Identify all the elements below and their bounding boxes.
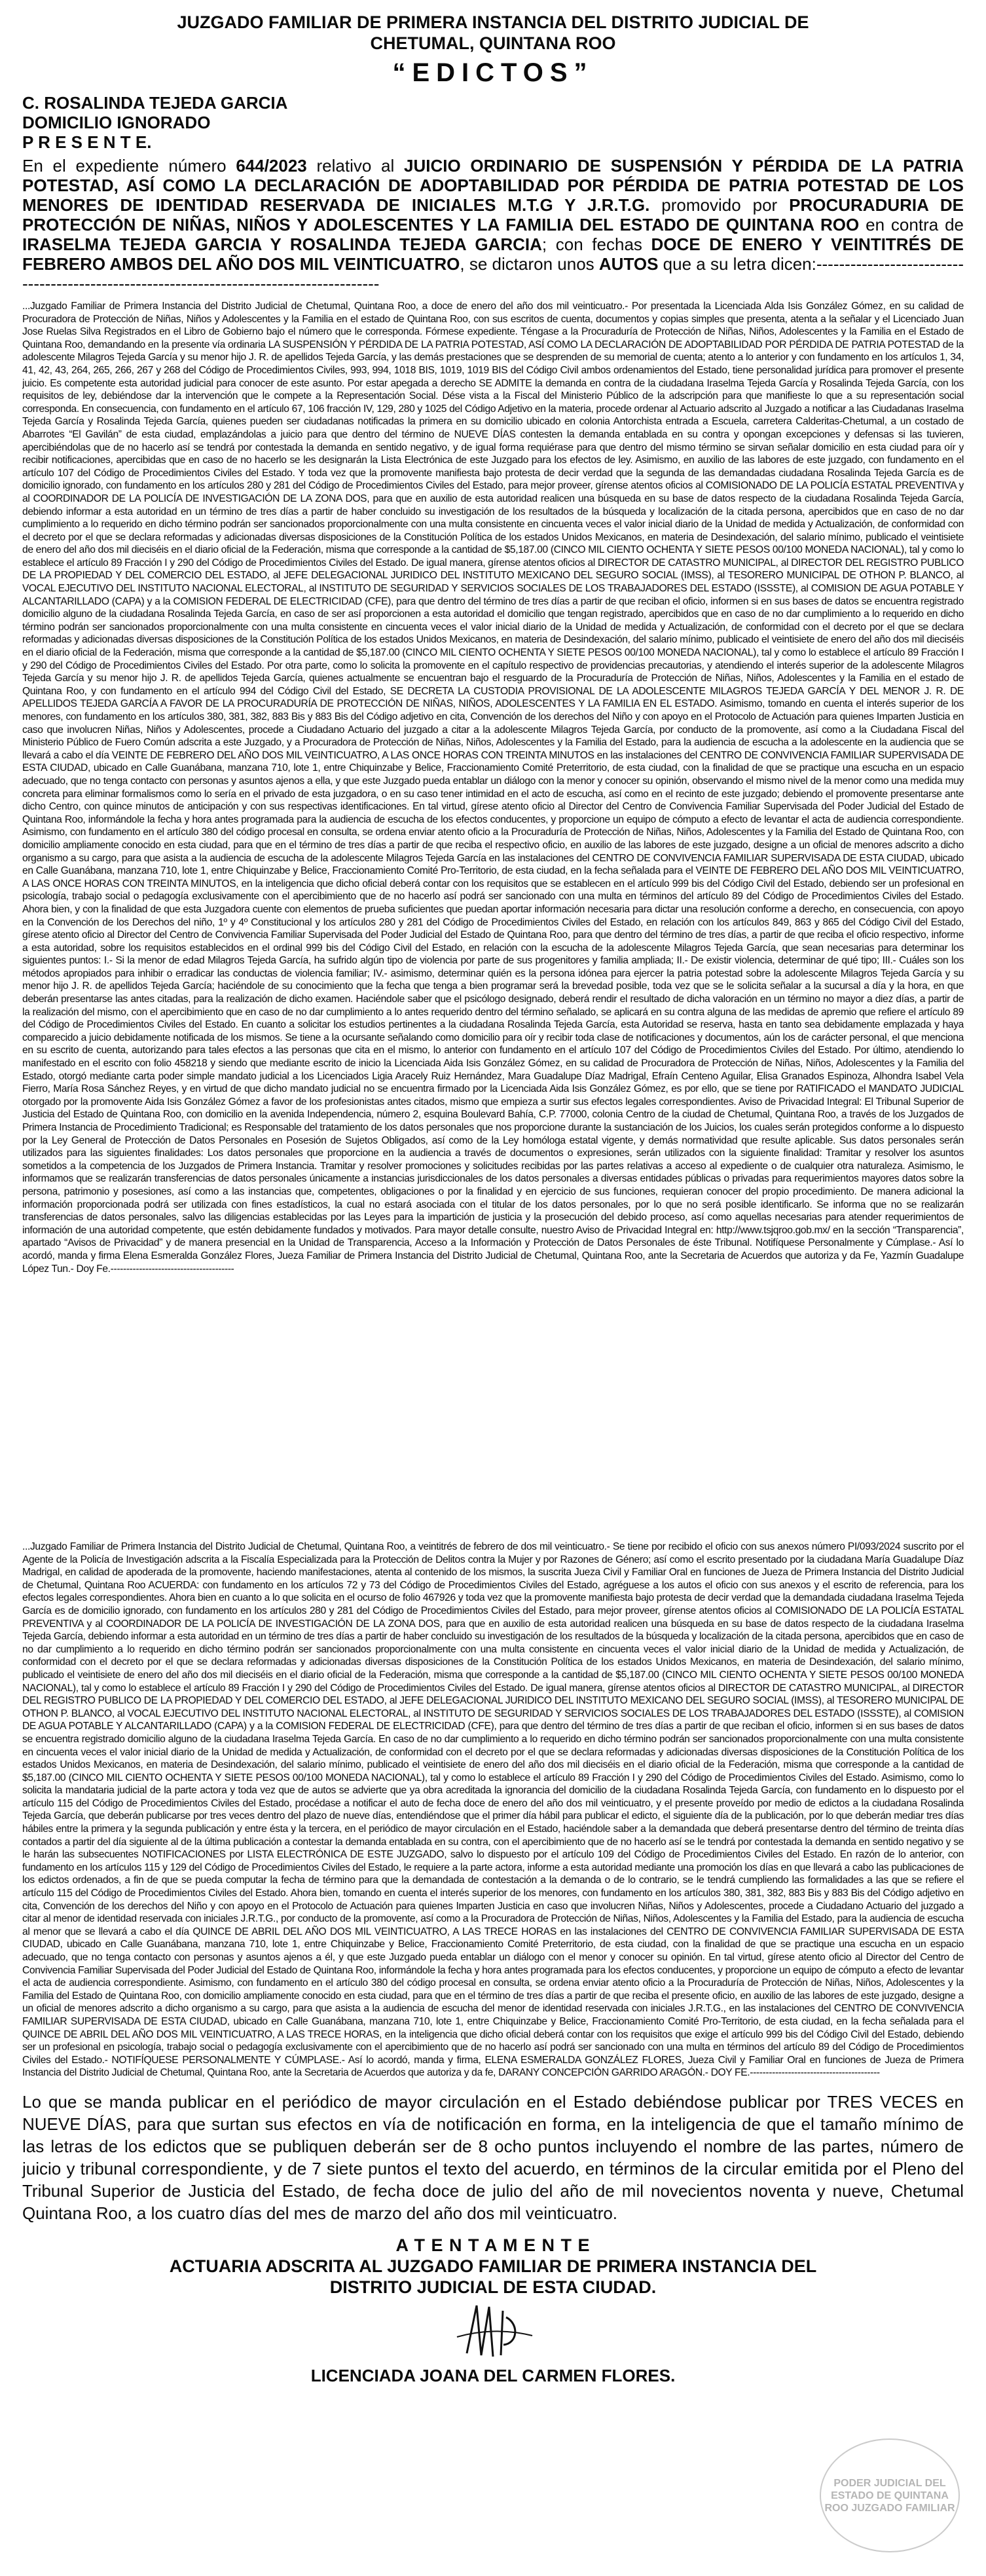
signer-role-line1: ACTUARIA ADSCRITA AL JUZGADO FAMILIAR DE PRIMERA INSTANCIA DEL	[169, 2256, 817, 2276]
intro-text: relativo al	[306, 156, 404, 176]
autos-label: AUTOS	[598, 254, 659, 274]
ruling-february: ...Juzgado Familiar de Primera Instancia del Distrito Judicial de Chetumal, Quintana Roo, a veintitrés de febrero de dos mil veinticuatro.- Se tiene por recibido el oficio con sus anexos número PI/093/2024 suscrito por el Agente de la Policía de Investigación adscrita a la Fiscalía Especializada para la Protección de Delitos contra la Mujer y por Razones de Género; así como el escrito presentado por la ciudadana María Guadalupe Díaz Madrigal, en calidad de apoderada de la promovente, haciendo manifestaciones, atenta al contenido de los mismos, la suscrita Jueza Civil y Familiar Oral en funciones de Jueza de Primera Instancia del Distrito Judicial de Chetumal, Quintana Roo ACUERDA: con fundamento en los artículos 72 y 73 del Código de Procedimientos Civiles del Estado, agréguese a los autos el oficio con sus anexos y el escrito de referencia, para los efectos legales correspondientes. Ahora bien en cuanto a lo que solicita en el ocurso de folio 467926 y toda vez que la promovente manifiesta bajo protesta de decir verdad que la demandada ciudadana Iraselma Tejeda García es de domicilio ignorado, con fundamento en los artículos 280 y 281 del Código de Procedimientos Civiles del Estado, para mejor proveer, gírense atentos oficios al COMISIONADO DE LA POLICÍA ESTATAL PREVENTIVA y al COORDINADOR DE LA POLICÍA DE INVESTIGACIÓN DE LA ZONA DOS, para que en auxilio de esta autoridad realicen una búsqueda en su base de datos respecto de la ciudadana Iraselma Tejeda García, debiendo informar a esta autoridad en un término de tres días a partir de haber concluido su investigación de los resultados de la búsqueda y localización de la citada persona, apercibidos que en caso de no dar cumplimiento a lo requerido en dicho término podrán ser sancionados proporcionalmente con una multa consistente en cincuenta veces el valor inicial diario de la Unidad de medida y Actualización, de conformidad con el decreto por el que se declara reformadas y adicionadas diversas disposiciones de la Constitución Política de los estados Unidos Mexicanos, en materia de Desindexación, del salario mínimo, publicado el veintisiete de enero del año dos mil dieciséis en el diario oficial de la Federación, misma que corresponde a la cantidad de $5,187.00 (CINCO MIL CIENTO OCHENTA Y SIETE PESOS 00/100 MONEDA NACIONAL), tal y como lo establece el artículo 89 Fracción I y 290 del Código de Procedimientos Civiles del Estado. De igual manera, gírense atentos oficios al DIRECTOR DE CATASTRO MUNICIPAL, al DIRECTOR DEL REGISTRO PUBLICO DE LA PROPIEDAD Y DEL COMERCIO DEL ESTADO, al JEFE DELEGACIONAL JURIDICO DEL INSTITUTO MEXICANO DEL SEGURO SOCIAL (IMSS), al TESORERO MUNICIPAL DE OTHON P. BLANCO, al VOCAL EJECUTIVO DEL INSTITUTO NACIONAL ELECTORAL, al INSTITUTO DE SEGURIDAD Y SERVICIOS SOCIALES DE LOS TRABAJADORES DEL ESTADO (ISSSTE), al COMISION DE AGUA POTABLE Y ALCANTARILLADO (CAPA) y a la COMISION FEDERAL DE ELECTRICIDAD (CFE), para que dentro del término de tres días a partir de que reciban el oficio, informen si en sus bases de datos se encuentra registrado domicilio alguno de la ciudadana Iraselma Tejeda García. En caso de no dar cumplimiento a lo requerido en dicho término podrán ser sancionados proporcionalmente con una multa consistente en cincuenta veces el valor inicial diario de la Unidad de medida y Actualización, de conformidad con el decreto por el que se declara reformadas y adicionadas diversas disposiciones de la Constitución Política de los estados Unidos Mexicanos, en materia de Desindexación, del salario mínimo, publicado el veintisiete de enero del año dos mil dieciséis en el diario oficial de la Federación, misma que corresponde a la cantidad de $5,187.00 (CINCO MIL CIENTO OCHENTA Y SIETE PESOS 00/100 MONEDA NACIONAL), tal y como lo establece el artículo 89 Fracción I y 290 del Código de Procedimientos Civiles del Estado. Asimismo, como lo solicita la mandataria judicial de la parte actora y toda vez que de autos se advierte que ya obra acreditada la ignorancia del domicilio de la ciudadana Rosalinda Tejeda García, con fundamento en lo dispuesto por el artículo 115 del Código de Procedimientos Civiles del Estado, procédase a notificar el auto de fecha doce de enero del año dos mil veinticuatro, y el presente proveído por medio de edictos a la ciudadana Rosalinda Tejeda García, que deberán publicarse por tres veces dentro del plazo de nueve días, entendiéndose que el primer día hábil para publicar el edicto, el siguiente día de la publicación, por lo que deberán mediar tres días hábiles entre la primera y la segunda publicación y entre ésta y la tercera, en el periódico de mayor circulación en el Estado, haciéndole saber a la demandada que deberá presentarse dentro del término de treinta días contados a partir del día siguiente al de la última publicación a contestar la demanda entablada en su contra, con el apercibimiento que de no hacerlo así se le tendrá por contestada la demanda en sentido negativo y se le harán las subsecuentes NOTIFICACIONES por LISTA ELECTRÓNICA DE ESTE JUZGADO, salvo lo dispuesto por el artículo 109 del Código de Procedimientos Civiles del Estado. En razón de lo anterior, con fundamento en los artículos 115 y 129 del Código de Procedimientos Civiles del Estado, le requiere a la parte actora, informe a esta autoridad mediante una promoción los días en que llevará a cabo las publicaciones de los edictos ordenados, a fin de que se pueda computar la fecha de término para que la demandada de contestación a la demanda o de lo contrario, se le tendrá cumpliendo las formalidades a las que se refiere el artículo 115 del Código de Procedimientos Civiles del Estado. Ahora bien, tomando en cuenta el interés superior de los menores, con fundamento en los artículos 380, 381, 382, 883 Bis y 883 Bis del Código adjetivo en cita, Convención de los derechos del Niño y con apoyo en el Protocolo de Actuación para quienes Imparten Justicia en caso que involucren Niñas, Niños y Adolescentes, procede a Ciudadano Actuario del juzgado a citar al menor de identidad reservada con iniciales J.R.T.G., por conducto de la promovente, así como a la Procuradora de Protección de Niñas, Niños, Adolescentes y la Familia del Estado, para la audiencia de escucha al menor que se llevará a cabo el día QUINCE DE ABRIL DEL AÑO DOS MIL VEINTICUATRO, A LAS TRECE HORAS en las instalaciones del CENTRO DE CONVIVENCIA FAMILIAR SUPERVISADA DE ESTA CIUDAD, ubicado en Calle Guanábana, manzana 710, lote 1, entre Chiquinzabe y Belice, Fraccionamiento Comité Preterritorio, de esta ciudad, con la finalidad de que se practique una escucha en un espacio adecuado, que no tenga contacto con personas y asuntos ajenos a él, y que este Juzgado pueda entablar un diálogo con el menor y conocer su opinión. En tal virtud, gírese atento oficio al Director del Centro de Convivencia Familiar Supervisada del Poder Judicial del Estado de Quintana Roo, informándole la fecha y hora antes programada para los efectos conducentes, y proporcione un equipo de cómputo a efecto de levantar el acta de audiencia correspondiente. Asimismo, con fundamento en el artículo 380 del código procesal en consulta, se ordena enviar atento oficio a la Procuraduría de Protección de Niñas, Niños, Adolescentes y la Familia del Estado de Quintana Roo, con domicilio ampliamente conocido en esta ciudad, para que en el término de tres días a partir de que reciba el presente oficio, en auxilio de las labores de este juzgado, designe a un oficial de menores adscrito a dicho organismo a su cargo, para que asista a la audiencia de escucha del menor de identidad reservada con iniciales J.R.T.G., en las instalaciones del CENTRO DE CONVIVENCIA FAMILIAR SUPERVISADA DE ESTA CIUDAD, ubicado en Calle Guanábana, manzana 710, lote 1, entre Chiquinzabe y Belice, Fraccionamiento Comité Pro-Territorio, de esta ciudad, en la fecha señalada para el QUINCE DE ABRIL DEL AÑO DOS MIL VEINTICUATRO, A LAS TRECE HORAS, en la inteligencia que dicho oficial deberá contar con los requisitos que exige el artículo 999 bis del Código Civil del Estado, debiendo ser un profesional en psicología, trabajo social o pedagogía exclusivamente con el apercibimiento que de no hacerlo así podrá ser sancionado con una multa en términos del artículo 89 del Código de Procedimientos Civiles del Estado.- NOTIFÍQUESE PERSONALMENTE Y CÚMPLASE.- Así lo acordó, manda y firma, ELENA ESMERALDA GONZÁLEZ FLORES, Jueza Civil y Familiar Oral en funciones de Jueza de Primera Instancia del Distrito Judicial de Chetumal, Quintana Roo, ante la Secretaria de Acuerdos que autoriza y da fe, DARANY CONCEPCIÓN GARRIDO ARAGÓN.- DOY FE.-----------------------------------------	[22, 1541, 964, 2079]
signer-name: LICENCIADA JOANA DEL CARMEN FLORES.	[310, 2366, 676, 2385]
case-number: 644/2023	[236, 156, 307, 176]
intro-paragraph	[22, 156, 964, 293]
ruling-january: ...Juzgado Familiar de Primera Instancia del Distrito Judicial de Chetumal, Quintana Roo, a doce de enero del año dos mil veinticuatro.- Por presentada la Licenciada Alda Isis González Gómez, en su calidad de Procuradora de Protección de Niñas, Niños y Adolescentes y la Familia en el estado de Quintana Roo, con sus escritos de cuenta, documentos y copias simples que presenta, atenta a la señalar y el Licenciado Juan Jose Ruelas Silva Registrados en el Libro de Gobierno bajo el número que le corresponda. Fórmese expediente. Téngase a la Procuraduría de Protección de Niñas, Niños, Adolescentes y la Familia en el Estado de Quintana Roo, demandando en la presente vía ordinaria LA SUSPENSIÓN Y PÉRDIDA DE LA PATRIA POTESTAD, ASÍ COMO LA DECLARACIÓN DE ADOPTABILIDAD POR PÉRDIDA DE PATRIA POTESTAD de la adolescente Milagros Tejeda García y su menor hijo J. R. de apellidos Tejeda García, y las demás prestaciones que se desprenden de su memorial de cuenta; atento a lo anterior y con fundamento en los artículos 1, 34, 41, 42, 43, 264, 265, 266, 267 y 268 del Código de Procedimientos Civiles, 993, 994, 1018 BIS, 1019, 1019 BIS del Código Civil ambos ordenamientos del Estado, tiene personalidad jurídica para promover el presente juicio. Es competente esta autoridad judicial para conocer de este asunto. Por estar apegada a derecho SE ADMITE la demanda en contra de la ciudadana Iraselma Tejeda García y Rosalinda Tejeda García, con los requisitos de ley, debiéndose dar la intervención que le compete a la Representación Social. Dése vista a la Fiscal del Ministerio Público de la adscripción para que manifieste lo que a su representación social corresponda. En consecuencia, con fundamento en el artículo 67, 106 fracción IV, 129, 280 y 1025 del Código Adjetivo en la materia, procede ordenar al Actuario adscrito al Juzgado a notificar a las Ciudadanas Iraselma Tejeda García y Rosalinda Tejeda García, quienes pueden ser ciudadanas notificadas la primera en su domicilio ubicado en colonia Antorchista entrada a Escuela, carretera Calderitas-Chetumal, a un costado de Abarrotes “El Gavilán” de esta ciudad, emplazándolas a juicio para que dentro del término de NUEVE DÍAS contesten la demanda entablada en su contra y opongan excepciones y defensas si las tuvieren, apercibiéndolas que de no hacerlo así se tendrá por contestada la demanda en sentido negativo, y de igual forma requiérase para que dentro del mismo término se sirvan señalar domicilio en esta ciudad para oír y recibir notificaciones, apercibidas que en caso de no hacerlo se les designarán la Lista Electrónica de este Juzgado para los efectos de ley. Asimismo, en auxilio de las labores de este juzgado, con fundamento en el artículo 107 del Código de Procedimientos Civiles del Estado. Y toda vez que la promovente manifiesta bajo protesta de decir verdad que la segunda de las demandadas ciudadana Rosalinda Tejeda García es de domicilio ignorado, con fundamento en los artículos 280 y 281 del Código de Procedimientos Civiles del Estado, para mejor proveer, gírense atentos oficios al COMISIONADO DE LA POLICÍA ESTATAL PREVENTIVA y al COORDINADOR DE LA POLICÍA DE INVESTIGACIÓN DE LA ZONA DOS, para que en auxilio de esta autoridad realicen una búsqueda en su base de datos respecto de la ciudadana Rosalinda Tejeda García, debiendo informar a esta autoridad en un término de tres días a partir de haber concluido su investigación de los resultados de la búsqueda y localización de la citada persona, apercibidos que en caso de no dar cumplimiento a lo requerido en dicho término podrán ser sancionados proporcionalmente con una multa consistente en cincuenta veces el valor inicial diario de la Unidad de medida y Actualización, de conformidad con el decreto por el que se declara reformadas y adicionadas diversas disposiciones de la Constitución Política de los estados Unidos Mexicanos, en materia de Desindexación, del salario mínimo, publicado el veintisiete de enero del año dos mil dieciséis en el diario oficial de la Federación, misma que corresponde a la cantidad de $5,187.00 (CINCO MIL CIENTO OCHENTA Y SIETE PESOS 00/100 MONEDA NACIONAL), tal y como lo establece el artículo 89 Fracción I y 290 del Código de Procedimientos Civiles del Estado. De igual manera, gírense atentos oficios al DIRECTOR DE CATASTRO MUNICIPAL, al DIRECTOR DEL REGISTRO PUBLICO DE LA PROPIEDAD Y DEL COMERCIO DEL ESTADO, al JEFE DELEGACIONAL JURIDICO DEL INSTITUTO MEXICANO DEL SEGURO SOCIAL (IMSS), al TESORERO MUNICIPAL DE OTHON P. BLANCO, al VOCAL EJECUTIVO DEL INSTITUTO NACIONAL ELECTORAL, al INSTITUTO DE SEGURIDAD Y SERVICIOS SOCIALES DE LOS TRABAJADORES DEL ESTADO (ISSSTE), al COMISION DE AGUA POTABLE Y ALCANTARILLADO (CAPA) y a la COMISION FEDERAL DE ELECTRICIDAD (CFE), para que dentro del término de tres días a partir de que reciban el oficio, informen si en sus bases de datos se encuentra registrado domicilio alguno de la ciudadana Rosalinda Tejeda García, en caso de ser así proporcionen a esta autoridad el domicilio que tengan registrado, apercibidos que en caso de no dar cumplimiento a lo requerido en dicho término podrán ser sancionados proporcionalmente con una multa consistente en cincuenta veces el valor inicial diario de la Unidad de medida y Actualización, de conformidad con el decreto por el que se declara reformadas y adicionadas diversas disposiciones de la Constitución Política de los estados Unidos Mexicanos, en materia de Desindexación, del salario mínimo, publicado el veintisiete de enero del año dos mil dieciséis en el diario oficial de la Federación, misma que corresponde a la cantidad de $5,187.00 (CINCO MIL CIENTO OCHENTA Y SIETE PESOS 00/100 MONEDA NACIONAL), tal y como lo establece el artículo 89 Fracción I y 290 del Código de Procedimientos Civiles del Estado. Por otra parte, como lo solicita la promovente en el capítulo respectivo de providencias precautorias, y atendiendo el interés superior de la adolescente Milagros Tejeda García y su menor hijo J. R. de apellidos Tejeda García, quienes actualmente se encuentran bajo el resguardo de la Procuraduría de Protección de Niñas, Niños, Adolescentes y la Familia en el estado de Quintana Roo, y con fundamento en el artículo 994 del Código Civil del Estado, SE DECRETA LA CUSTODIA PROVISIONAL DE LA ADOLESCENTE MILAGROS TEJEDA GARCÍA Y DEL MENOR J. R. DE APELLIDOS TEJEDA GARCÍA A FAVOR DE LA PROCURADURÍA DE PROTECCIÓN DE NIÑAS, NIÑOS, ADOLESCENTES Y LA FAMILIA EN EL ESTADO. Asimismo, tomando en cuenta el interés superior de los menores, con fundamento en los artículos 380, 381, 382, 883 Bis y 883 Bis del Código adjetivo en cita, Convención de los derechos del Niño y con apoyo en el Protocolo de Actuación para quienes Imparten Justicia en caso que involucren Niñas, Niños y Adolescentes, procede a Ciudadano Actuario del juzgado a citar a la adolescente Milagros Tejeda García, por conducto de la promovente, así como a la Ciudadana Fiscal del Ministerio Público de Fuero Común adscrita a este Juzgado, y a Procuradora de Protección de Niñas, Niños, Adolescentes y la Familia del Estado, para la audiencia de escucha a la adolescente en la audiencia que se llevará a cabo el día VEINTE DE FEBRERO DEL AÑO DOS MIL VEINTICUATRO, A LAS ONCE HORAS CON TREINTA MINUTOS en las instalaciones del CENTRO DE CONVIVENCIA FAMILIAR SUPERVISADA DE ESTA CIUDAD, ubicado en Calle Guanábana, manzana 710, lote 1, entre Chiquinzabe y Belice, Fraccionamiento Comité Preterritorio, de esta ciudad, con la finalidad de que se practique una escucha en un espacio adecuado, que no tenga contacto con personas y asuntos ajenos a ella, y que este Juzgado pueda entablar un diálogo con la menor y conocer su opinión, observando el mismo nivel de la menor como una medida muy concreta para eliminar formalismos como lo sería en el privado de esta juzgadora, o en su caso tener intimidad en el acto de escucha, así como en el recinto de este juzgado; debiendo el promovente presentarse ante dicho Centro, con quince minutos de anticipación y con sus respectivas identificaciones. En tal virtud, gírese atento oficio al Director del Centro de Convivencia Familiar Supervisada del Poder Judicial del Estado de Quintana Roo, informándole la fecha y hora antes programada para la audiencia de escucha de los efectos conducentes, y proporcione un equipo de cómputo a efecto de levantar el acta de audiencia correspondiente. Asimismo, con fundamento en el artículo 380 del código procesal en consulta, se ordena enviar atento oficio a la Procuraduría de Protección de Niñas, Niños, Adolescentes y la Familia del Estado de Quintana Roo, con domicilio ampliamente conocido en esta ciudad, para que en el término de tres días a partir de que reciba el respectivo oficio, en auxilio de las labores de este juzgado, designe a un oficial de menores adscrito a dicho organismo a su cargo, para que asista a la audiencia de escucha de la adolescente Milagros Tejeda García en las instalaciones del CENTRO DE CONVIVENCIA FAMILIAR SUPERVISADA DE ESTA CIUDAD, ubicado en Calle Guanábana, manzana 710, lote 1, entre Chiquinzabe y Belice, Fraccionamiento Comité Pro-Territorio, de esta ciudad, en la fecha señalada para el VEINTE DE FEBRERO DEL AÑO DOS MIL VEINTICUATRO, A LAS ONCE HORAS CON TREINTA MINUTOS, en la inteligencia que dicho oficial deberá contar con los requisitos que se establecen en el artículo 999 bis del Código Civil del Estado, debiendo ser un profesional en psicología, trabajo social o pedagogía exclusivamente con el apercibimiento que de no hacerlo así podrá ser sancionado con una multa en términos del artículo 89 del Código de Procedimientos Civiles del Estado. Ahora bien, y con la finalidad de que esta Juzgadora cuente con elementos de prueba suficientes que puedan aportar información necesaria para dictar una resolución conforme a derecho, en consecuencia, con apoyo en la Convención de los Derechos del niño, 1º y 4º Constitucional y los artículos 280 y 281 del Código de Procedimientos Civiles del Estado, en relación con los artículos 849, 863 y 865 del Código Civil del Estado, gírese atento oficio al Director del Centro de Convivencia Familiar Supervisada del Poder Judicial del Estado de Quintana Roo, para que dentro del término de tres días, a partir de que reciba el oficio respectivo, informe a esta autoridad, sobre los requisitos establecidos en el ordinal 999 bis del Código Civil del Estado, en relación con la escucha de la adolescente Milagros Tejeda García, que sean necesarias para determinar los siguientes puntos: I.- Si la menor de edad Milagros Tejeda García, ha sufrido algún tipo de violencia por parte de sus progenitores y familia ampliada; II.- De existir violencia, determinar de qué tipo; III.- Cuáles son los métodos apropiados para inhibir o erradicar las conductas de violencia familiar; IV.- asimismo, determinar quién es la persona idónea para ejercer la patria potestad sobre la adolescente Milagros Tejeda García y su menor hijo J. R. de apellidos Tejeda García; haciéndole de su conocimiento que la fecha que tenga a bien programar será la brevedad posible, toda vez que se le solicita señalar a la sucursal a día y la hora, en que deberán presentarse las antes citadas, para la realización de dicho examen. Haciéndole saber que el psicólogo designado, deberá rendir el resultado de dicha valoración en un término no mayor a diez días, a partir de la realización del mismo, con el apercibimiento que en caso de no dar cumplimiento a lo antes requerido dentro del término señalado, se aplicará en su contra alguna de las medidas de apremio que refiere el artículo 89 del Código de Procedimientos Civiles del Estado. En cuanto a solicitar los estudios pertinentes a la ciudadana Rosalinda Tejeda García, esta Autoridad se reserva, hasta en tanto sea debidamente emplazada y haya comparecido a juicio debidamente notificada de los mismos. Se tiene a la ocursante señalando como domicilio para oír y recibir toda clase de notificaciones y documentos, aún los de carácter personal, el que menciona en su escrito de cuenta, autorizando para tales efectos a las personas que cita en el mismo, lo anterior con fundamento en el artículo 107 del Código de Procedimientos Civiles del Estado. Por último, atendiendo lo manifestado en el escrito con folio 458218 y siendo que mediante escrito de inicio la Licenciada Aida Isis González Gómez, en su calidad de Procuradora de Protección de Niñas, Niños, Adolescentes y la Familia del Estado, otorgó mediante carta poder simple mandato judicial a los Licenciados Ligia Aracely Ruiz Hernández, Mara Guadalupe Díaz Madrigal, Efraín Centeno Aguilar, Elisa Granados Espinoza, Alhondra Isabel Vela Fierro, María Rosa Sánchez Reyes, y en virtud de que dicho mandato judicial no se encuentra firmado por la Licenciada Aida Isis González Gómez, es por ello, que se tiene por RATIFICADO el MANDATO JUDICIAL otorgado por la promovente Aida Isis González Gómez a favor de los profesionistas antes citados, mismo que empieza a surtir sus efectos legales correspondientes. Aviso de Privacidad Integral: El Tribunal Superior de Justicia del Estado de Quintana Roo, con domicilio en la avenida Independencia, número 2, esquina Boulevard Bahía, C.P. 77000, colonia Centro de la ciudad de Chetumal, Quintana Roo, a través de los Juzgados de Primera Instancia de Procedimiento Tradicional; es Responsable del tratamiento de los datos personales que nos proporcione durante la sustanciación de los Juicios, los cuales serán protegidos conforme a lo dispuesto por la Ley General de Protección de Datos Personales en Posesión de Sujetos Obligados, así como de la Ley homóloga estatal vigente, y demás normatividad que resulte aplicable. Sus datos personales serán utilizados para las siguientes finalidades: Los datos personales que proporcione en la audiencia a través de documentos o expresiones, serán utilizados con la siguiente finalidad: Tramitar y resolver los asuntos sometidos a la competencia de los Juzgados de Primera Instancia. Tramitar y resolver promociones y solicitudes recibidas por las partes relativas a acceso al expediente o de cualquier otra naturaleza. Asimismo, le informamos que se realizarán transferencias de datos personales únicamente a instancias jurisdiccionales de los datos personales a diversas entidades públicas o privadas para requerimientos mayores datos sobre la persona, patrimonio y posesiones, así como a las instancias que, competentes, obligaciones o por la finalidad y en ejercicio de sus funciones, requieran conocer del propio procedimiento. De manera adicional la información proporcionada podrá ser utilizada con fines estadísticos, la cual no estará asociada con el titular de los datos personales, por lo que no será posible identificarlo. Se informa que no se realizarán transferencias de datos personales, salvo las diligencias establecidas por las Leyes para la impartición de justicia y la prosecución del debido proceso, así como aquellas necesarias para atender requerimientos de información de una autoridad competente, que estén debidamente fundados y motivados. Para mayor detalle consulte, nuestro Aviso de Privacidad Integral en: http://www.tsjqroo.gob.mx/ en la sección “Transparencia”, apartado “Avisos de Privacidad” y de manera presencial en la Unidad de Transparencia, Acceso a la Información y Protección de Datos Personales de éste Tribunal. Notifíquese Personalmente y Cúmplase.- Así lo acordó, manda y firma Elena Esmeralda González Flores, Jueza Familiar de Primera Instancia del Distrito Judicial de Chetumal, Quintana Roo, ante la Secretaria de Acuerdos que autoriza y da Fe, Yazmín Guadalupe López Tun.- Doy Fe.---------------------------------------	[22, 301, 964, 1275]
court-name-line2: CHETUMAL, QUINTANA ROO	[370, 33, 616, 53]
signature-block	[22, 2235, 964, 2385]
closing-paragraph: Lo que se manda publicar en el periódico de mayor circulación en el Estado debiéndose publicar por TRES VECES en NUEVE DÍAS, para que surtan sus efectos en vía de notificación en forma, en la inteligencia de que el tamaño mínimo de las letras de los edictos que se publiquen deberán ser de 8 ocho puntos incluyendo el nombre de las partes, número de juicio y tribunal correspondiente, y de 7 siete puntos el texto del acuerdo, en términos de la circular emitida por el Pleno del Tribunal Superior de Justicia del Estado, de fecha doce de julio del año de mil novecientos noventa y nueve, Chetumal Quintana Roo, a los cuatro días del mes de marzo del año dos mil veinticuatro.	[22, 2092, 964, 2223]
intro-text: En el expediente número	[22, 156, 236, 176]
signer-role-line2: DISTRITO JUDICIAL DE ESTA CIUDAD.	[329, 2277, 657, 2297]
court-name-line1: JUZGADO FAMILIAR DE PRIMERA INSTANCIA DEL DISTRITO JUDICIAL DE	[177, 12, 809, 32]
court-seal: PODER JUDICIAL DEL ESTADO DE QUINTANA ROO JUZGADO FAMILIAR	[820, 2438, 960, 2552]
addressee-domicile: DOMICILIO IGNORADO	[22, 113, 211, 132]
addressee-name: C. ROSALINDA TEJEDA GARCIA	[22, 93, 288, 113]
intro-text: ; con fechas	[541, 234, 651, 254]
addressee-present: P R E S E N T E.	[22, 132, 152, 152]
handwritten-signature	[22, 2298, 964, 2363]
intro-text: en contra de	[859, 215, 964, 234]
intro-text: promovido por	[649, 195, 790, 215]
document-title: “EDICTOS”	[392, 58, 594, 87]
trial-type: JUICIO ORDINARIO DE SUSPENSIÓN Y PÉRDIDA DE LA PATRIA POTESTAD, ASÍ COMO LA DECLARACIÓN DE ADOPTABILIDAD POR PÉRDIDA DE PATRIA POTESTAD DE LOS MENORES DE IDENTIDAD RESERVADA DE INICIALES M.T.G Y J.R.T.G.	[22, 156, 964, 215]
atentamente-label: A T E N T A M E N T E	[395, 2235, 591, 2255]
plaintiff: PROCURADURIA DE PROTECCIÓN DE NIÑAS, NIÑOS Y ADOLESCENTES Y LA FAMILIA DEL ESTADO DE QUINTANA ROO	[22, 195, 964, 234]
ruling-dates: DOCE DE ENERO Y VEINTITRÉS DE FEBRERO AMBOS DEL AÑO DOS MIL VEINTICUATRO	[22, 234, 964, 274]
signature-scribble-icon	[441, 2298, 545, 2363]
intro-text: que a su letra dicen:-----------------------------------------------------------------------------------------	[22, 254, 964, 293]
addressee-block	[22, 93, 964, 152]
defendants: IRASELMA TEJEDA GARCIA Y ROSALINDA TEJEDA GARCIA	[22, 234, 542, 254]
intro-text: , se dictaron unos	[460, 254, 599, 274]
document-header	[22, 12, 964, 89]
